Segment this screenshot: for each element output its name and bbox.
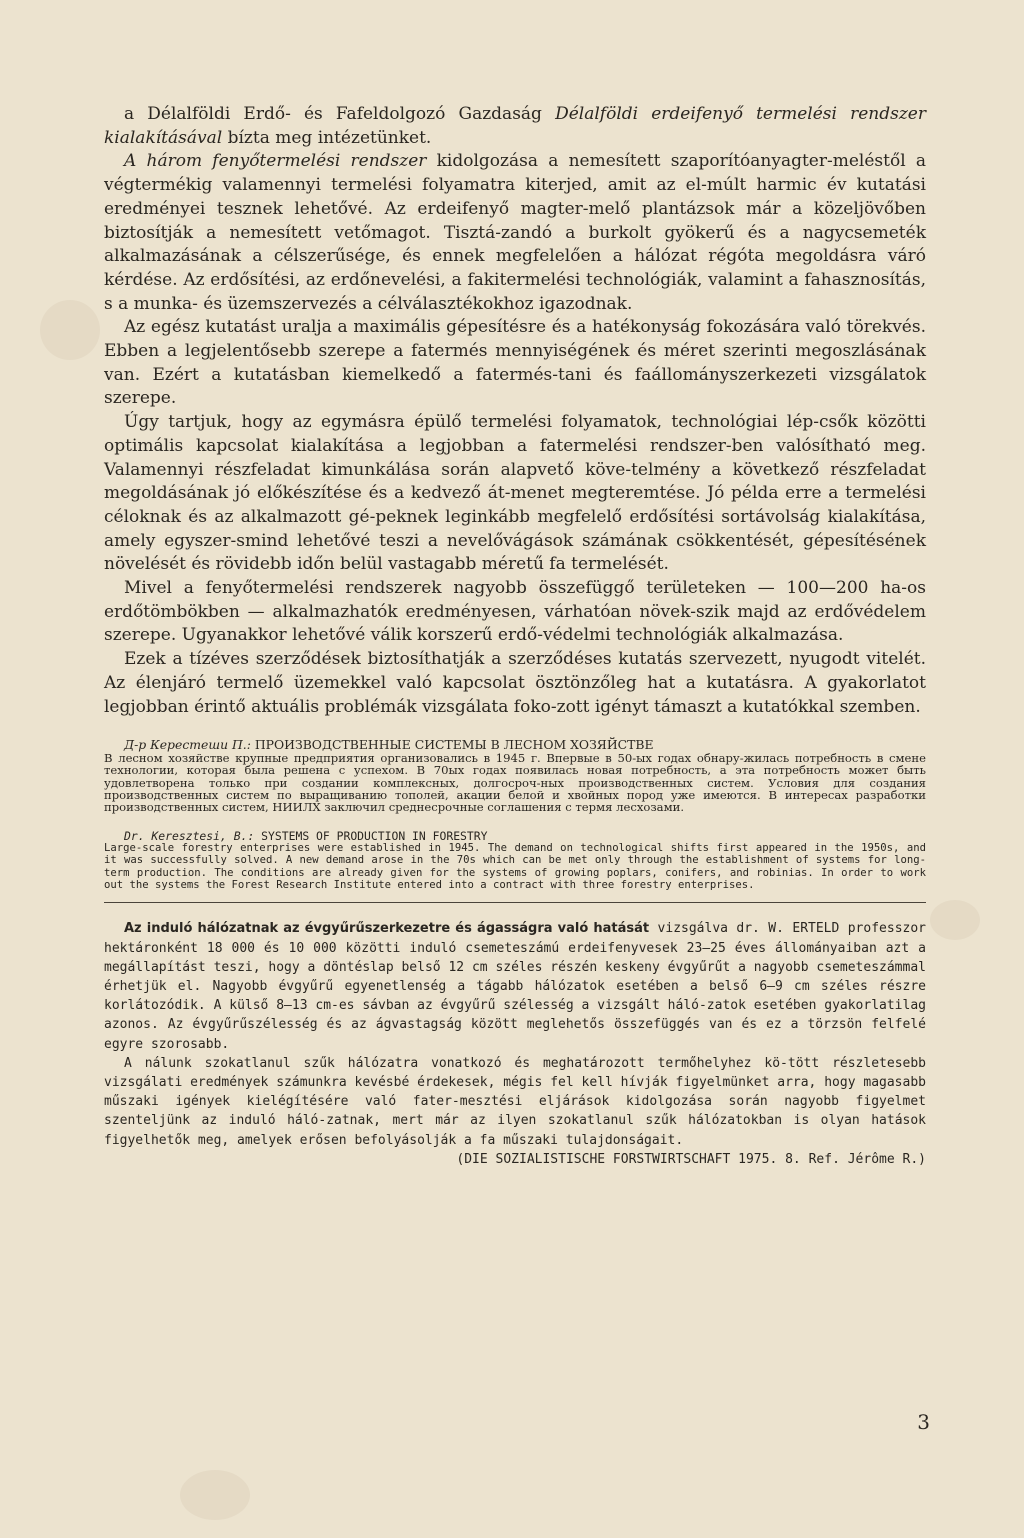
paragraph-1 [104, 103, 926, 150]
summary-english [104, 830, 926, 891]
page-number: 3 [917, 1410, 930, 1434]
summary-russian-title: ПРОИЗВОДСТВЕННЫЕ СИСТЕМЫ В ЛЕСНОМ ХОЗЯЙСТВЕ [254, 737, 654, 753]
summary-english-heading [104, 830, 926, 842]
paragraph-2-italic: A három fenyőtermelési rendszer [124, 151, 427, 172]
summary-russian-author: Д-р Керестеши П.: [124, 737, 251, 753]
paragraph-2-text: kidolgozása a nemesített szaporítóanyagter-meléstől a végtermékig valamennyi termelési folyamatra kiterjed, amit az el-múlt harmic év kutatási eredményei tesznek lehetővé. Az erdeifenyő magter-melő plantázsok már a közeljövőben biztosítják a nemesített vetőmagot. Tisztá-zandó a burkolt gyökerű és a nagycsemeték alkalmazásának a célszerűsége, és ennek megfelelően a hálózat régóta megoldásra váró kérdése. Az erdősítési, az erdőnevelési, a fakitermelési technológiák, valamint a fahasznosítás, s a munka- és üzemszervezés a célválasztékokhoz igazodnak. [104, 151, 927, 314]
paragraph-4 [104, 411, 926, 577]
paragraph-1-text-b: bízta meg intézetünket. [222, 127, 432, 148]
summary-russian-body: В лесном хозяйстве крупные предприятия организовались в 1945 г. Впервые в 50-ых годах обнару-жилась потребность в смене технологии, которая была решена с успехом. В 70ых годах появилась новая потребность, а эта потребность может быть удовлетворена только при создании комплексных, долгосроч-ных производственных систем. Условия для создания производственных систем по выращиванию тополей, акации белой и хвойных пород уже имеются. В интересах разработки производственных систем, НИИЛХ заключил среднесрочные соглашения с термя лесхозами. [104, 750, 926, 815]
main-article [104, 103, 926, 719]
abstract-section [104, 919, 926, 1169]
abstract-reference: (DIE SOZIALISTISCHE FORSTWIRTSCHAFT 1975. 8. Ref. Jérôme R.) [456, 1151, 926, 1167]
paragraph-5-text: Mivel a fenyőtermelési rendszerek nagyobb összefüggő területeken — 100—200 ha-os erdőtömbökben — alkalmazhatók eredményesen, várhatóan növek-szik majd az erdővédelem szerepe. Ugyanakkor lehetővé válik korszerű erdő-védelmi technológiák alkalmazása. [104, 578, 926, 646]
abstract-lead-bold: Az induló hálózatnak az évgyűrűszerkezetre és ágasságra való hatását [124, 921, 650, 937]
paragraph-1-text-a: a Délalföldi Erdő- és Fafeldolgozó Gazdaság [124, 104, 556, 124]
paragraph-4-text: Úgy tartjuk, hogy az egymásra épülő termelési folyamatok, technológiai lép-csők közötti optimális kapcsolat kialakítása a legjobban a fatermelési rendszer-ben valósítható meg. Valamennyi részfeladat kimunkálása során alapvető köve-telmény a következő részfeladat megoldásának jó előkészítése és a kedvező át-menet megteremtése. Jó példa erre a termelési céloknak és az alkalmazott gé-peknek leginkább megfelelő erdősítési sortávolság kialakítása, amely egyszer-smind lehetővé teszi a nevelővágások számának csökkentését, gépesítésének növelését és rövidebb időn belül vastagabb méretű fa termelését. [104, 412, 926, 575]
abstract-lead-rest: vizsgálva dr. W. ERTELD professzor hektáronként 18 000 és 10 000 közötti induló csemeteszámú erdeifenyvesek 23—25 éves állományaiban azt a megállapítást teszi, hogy a döntéslap belső 12 cm széles részén keskeny évgyűrűt a nagyobb csemeteszámmal érhetjük el. Nagyobb évgyűrű egyenetlenség a tágabb hálózatok esetében a belső 6—9 cm széles részre korlátozódik. A külső 8—13 cm-es sávban az évgyűrű szélesség a vizsgált háló-zatok esetében gyakorlatilag azonos. Az évgyűrűszélesség és az ágvastagság között meglehetős összefüggés van és ez a törzsön felfelé egyre szorosabb. [104, 921, 927, 1052]
paragraph-1-italic: Délalföldi erdeifenyő termelési rendszer kialakításával [104, 104, 926, 148]
abstract-paragraph-2 [104, 1054, 926, 1150]
summary-english-author: Dr. Keresztesi, B.: [124, 828, 255, 843]
abstract-paragraph-1 [104, 919, 926, 1053]
paragraph-3 [104, 316, 926, 411]
summaries [104, 739, 926, 891]
paragraph-3-text: Az egész kutatást uralja a maximális gépesítésre és a hatékonyság fokozására való törekvés. Ebben a legjelentősebb szerepe a fatermés mennyiségének és méret szerinti megoszlásának van. Ezért a kutatásban kiemelkedő a fatermés-tani és faállományszerkezeti vizsgálatok szerepe. [104, 317, 926, 409]
paragraph-6 [104, 648, 926, 719]
section-divider [104, 902, 926, 904]
paragraph-6-text: Ezek a tízéves szerződések biztosíthatják a szerződéses kutatás szervezett, nyugodt vitelét. Az élenjáró termelő üzemekkel való kapcsolat ösztönzőleg hat a kutatásra. A gyakorlatot legjobban érintő aktuális problémák vizsgálata foko-zott igényt támaszt a kutatókkal szemben. [104, 649, 926, 717]
abstract-second-text: A nálunk szokatlanul szűk hálózatra vonatkozó és meghatározott termőhelyhez kö-tött részletesebb vizsgálati eredmények számunkra kevésbé érdekesek, mégis fel kell hívják figyelmünket arra, hogy magasabb műszaki igények kielégítésére való fater-mesztési eljárások kidolgozása során nagyobb figyelmet szenteljünk az induló háló-zatnak, mert már az ilyen szokatlanul szűk hálózatokban is olyan hatások figyelhetők meg, amelyek erősen befolyásolják a fa műszaki tulajdonságait. [104, 1055, 926, 1148]
paragraph-2 [104, 150, 926, 316]
summary-russian [104, 739, 926, 813]
page-body [104, 103, 926, 1169]
summary-english-title: SYSTEMS OF PRODUCTION IN FORESTRY [261, 828, 488, 843]
summary-english-body: Large-scale forestry enterprises were established in 1945. The demand on technological shifts first appeared in the 1950s, and it was successfully solved. A new demand arose in the 70s which can be met only through the establishment of systems for long-term production. The conditions are already given for the systems of growing poplars, conifers, and robinias. In order to work out the systems the Forest Research Institute entered into a contract with three forestry enterprises. [104, 842, 926, 891]
paragraph-5 [104, 577, 926, 648]
